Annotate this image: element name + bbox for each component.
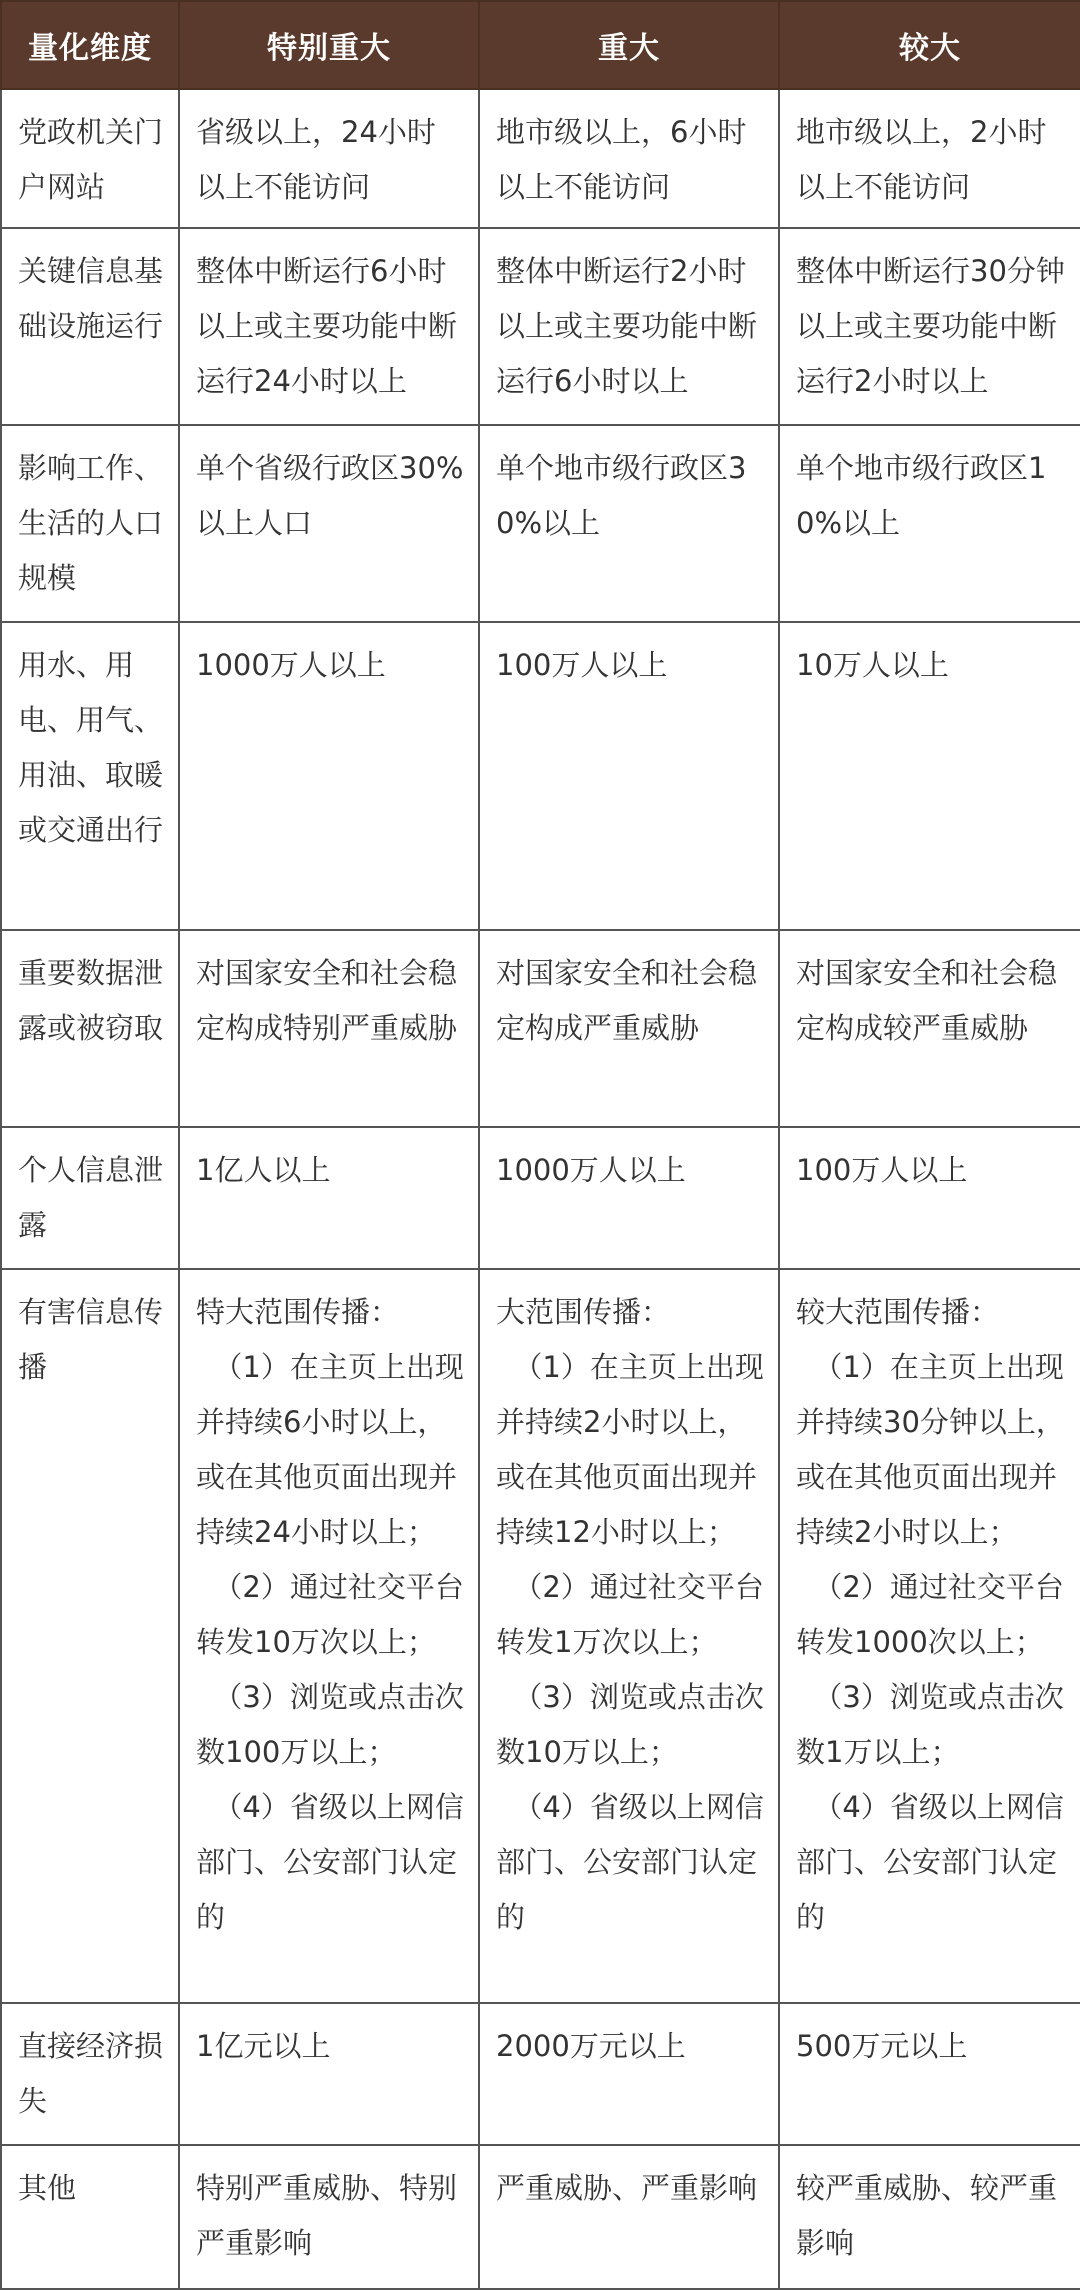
cell-text: （1）在主页上出现并持续2小时以上，或在其他页面出现并持续12小时以上； (496, 1350, 764, 1549)
cell-text: 1亿元以上 (196, 2029, 331, 2063)
header-row (1, 1, 1080, 89)
cell-text: （4）省级以上网信部门、公安部门认定的 (796, 1790, 1064, 1934)
dimension-label: 重要数据泄露或被窃取 (18, 956, 164, 1045)
header-major: 重大 (479, 1, 779, 89)
level-cell (779, 930, 1080, 1127)
cell-text: 对国家安全和社会稳定构成较严重威胁 (796, 956, 1058, 1045)
cell-text: 100万人以上 (496, 648, 668, 682)
cell-text: 大范围传播： (496, 1295, 671, 1329)
dimension-cell (1, 1269, 179, 2003)
cell-text: （1）在主页上出现并持续30分钟以上，或在其他页面出现并持续2小时以上； (796, 1350, 1065, 1549)
dimension-label: 有害信息传播 (18, 1295, 164, 1384)
level-cell (779, 2003, 1080, 2145)
level-cell (179, 2003, 479, 2145)
dimension-cell (1, 228, 179, 425)
cell-text: 特别严重威胁、特别严重影响 (196, 2171, 458, 2260)
level-cell (479, 2003, 779, 2145)
dimension-label: 影响工作、生活的人口规模 (18, 451, 164, 595)
dimension-cell (1, 622, 179, 930)
cell-text: 整体中断运行2小时以上或主要功能中断运行6小时以上 (496, 254, 758, 398)
cell-text: （1）在主页上出现并持续6小时以上，或在其他页面出现并持续24小时以上； (196, 1350, 464, 1549)
table-row (1, 425, 1080, 622)
header-large: 较大 (779, 1, 1080, 89)
cell-text: （2）通过社交平台转发1000次以上； (796, 1570, 1064, 1659)
level-cell (779, 1269, 1080, 2003)
table-row (1, 1127, 1080, 1269)
cell-text: 较严重威胁、较严重影响 (796, 2171, 1058, 2260)
table-row (1, 1269, 1080, 2003)
level-cell (479, 1127, 779, 1269)
table-row (1, 930, 1080, 1127)
cell-text: 100万人以上 (796, 1153, 968, 1187)
level-cell (179, 89, 479, 228)
cell-text: 严重威胁、严重影响 (496, 2171, 758, 2205)
table-row (1, 2003, 1080, 2145)
level-cell (179, 1127, 479, 1269)
level-cell (479, 425, 779, 622)
cell-text: 500万元以上 (796, 2029, 968, 2063)
level-cell (779, 425, 1080, 622)
cell-text: 1000万人以上 (196, 648, 386, 682)
cell-text: 整体中断运行6小时以上或主要功能中断运行24小时以上 (196, 254, 458, 398)
dimension-cell (1, 89, 179, 228)
cell-text: （2）通过社交平台转发10万次以上； (196, 1570, 464, 1659)
table-row (1, 2145, 1080, 2289)
cell-text: （2）通过社交平台转发1万次以上； (496, 1570, 764, 1659)
level-cell (179, 930, 479, 1127)
level-cell (479, 2145, 779, 2289)
level-cell (779, 89, 1080, 228)
cell-text: 单个地市级行政区30%以上 (496, 451, 747, 540)
dimension-cell (1, 930, 179, 1127)
level-cell (179, 228, 479, 425)
cell-text: 对国家安全和社会稳定构成严重威胁 (496, 956, 758, 1045)
table-body (1, 89, 1080, 2289)
level-cell (779, 228, 1080, 425)
level-cell (179, 2145, 479, 2289)
level-cell (479, 930, 779, 1127)
level-cell (179, 1269, 479, 2003)
dimension-cell (1, 1127, 179, 1269)
table-row (1, 89, 1080, 228)
dimension-label: 直接经济损失 (18, 2029, 164, 2118)
table-row (1, 228, 1080, 425)
cell-text: 地市级以上，2小时以上不能访问 (796, 115, 1047, 204)
dimension-cell (1, 2145, 179, 2289)
dimension-label: 关键信息基础设施运行 (18, 254, 164, 343)
cell-text: 省级以上，24小时以上不能访问 (196, 115, 436, 204)
dimension-cell (1, 2003, 179, 2145)
level-cell (179, 425, 479, 622)
level-cell (479, 228, 779, 425)
level-cell (779, 622, 1080, 930)
cell-text: 整体中断运行30分钟以上或主要功能中断运行2小时以上 (796, 254, 1065, 398)
cell-text: 1000万人以上 (496, 1153, 686, 1187)
level-cell (479, 1269, 779, 2003)
dimension-label: 党政机关门户网站 (18, 115, 164, 204)
level-cell (179, 622, 479, 930)
header-dimension: 量化维度 (1, 1, 179, 89)
cell-text: 单个省级行政区30%以上人口 (196, 451, 464, 540)
dimension-label: 个人信息泄露 (18, 1153, 164, 1242)
level-cell (479, 622, 779, 930)
cell-text: 2000万元以上 (496, 2029, 686, 2063)
level-cell (779, 2145, 1080, 2289)
cell-text: （3）浏览或点击次数1万以上； (796, 1680, 1064, 1769)
cell-text: 对国家安全和社会稳定构成特别严重威胁 (196, 956, 458, 1045)
dimension-cell (1, 425, 179, 622)
cell-text: （4）省级以上网信部门、公安部门认定的 (196, 1790, 464, 1934)
dimension-label: 其他 (18, 2171, 77, 2205)
cell-text: 特大范围传播： (196, 1295, 400, 1329)
cell-text: 较大范围传播： (796, 1295, 1000, 1329)
cell-text: （3）浏览或点击次数100万以上； (196, 1680, 464, 1769)
cell-text: 地市级以上，6小时以上不能访问 (496, 115, 747, 204)
level-cell (779, 1127, 1080, 1269)
cell-text: （4）省级以上网信部门、公安部门认定的 (496, 1790, 764, 1934)
dimension-label: 用水、用电、用气、用油、取暖或交通出行 (18, 648, 164, 847)
cell-text: 单个地市级行政区10%以上 (796, 451, 1047, 540)
level-cell (479, 89, 779, 228)
cell-text: 1亿人以上 (196, 1153, 331, 1187)
header-especially-major: 特别重大 (179, 1, 479, 89)
cell-text: （3）浏览或点击次数10万以上； (496, 1680, 764, 1769)
cell-text: 10万人以上 (796, 648, 949, 682)
table-row (1, 622, 1080, 930)
